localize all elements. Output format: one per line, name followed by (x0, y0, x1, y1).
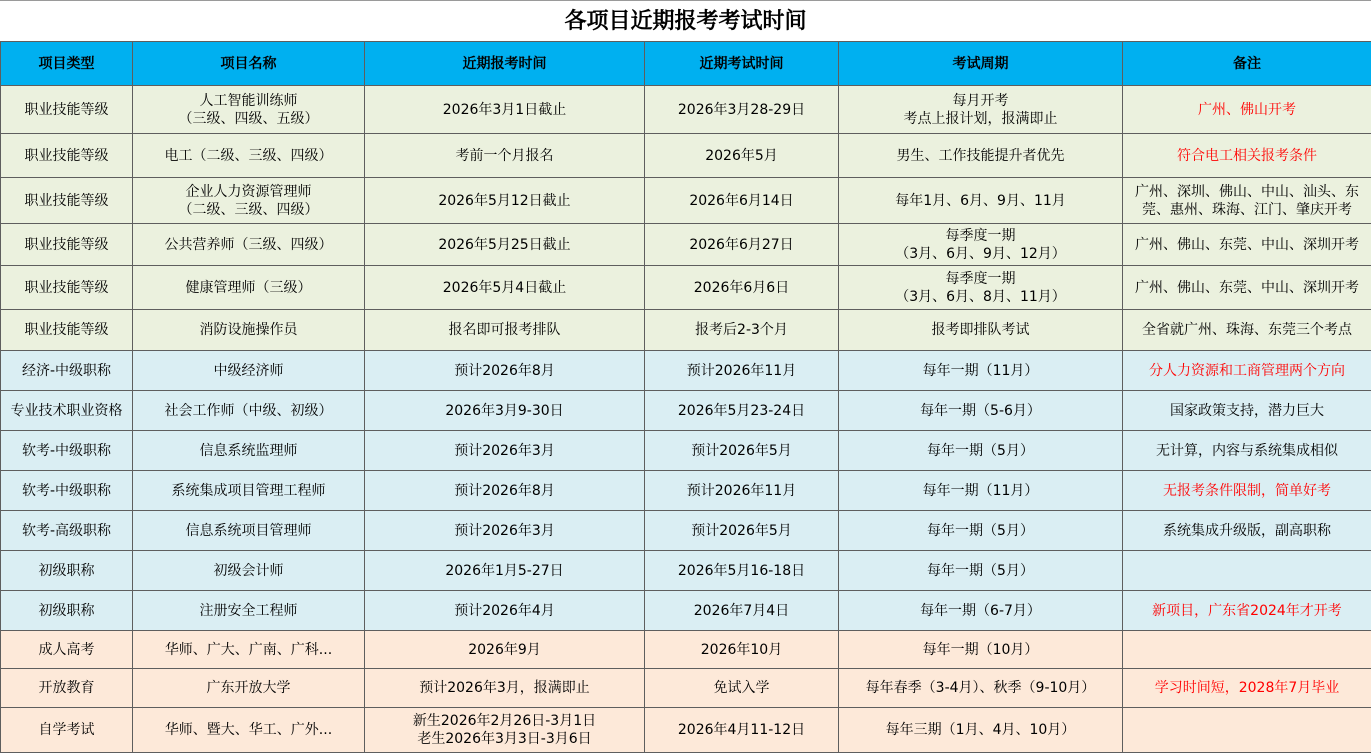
cell-name (133, 708, 365, 753)
cell-type: 职业技能等级 (1, 134, 133, 178)
cell-note (1123, 551, 1371, 591)
cell-cycle (839, 591, 1123, 631)
header-row (1, 42, 1371, 86)
cell-note-line: 新项目，广东省2024年才开考 (1125, 602, 1369, 620)
cell-exam: 2026年7月4日 (645, 591, 839, 631)
cell-cycle-line: 每季度一期 (841, 270, 1120, 288)
cell-exam: 预计2026年5月 (645, 431, 839, 471)
cell-name-line: （二级、三级、四级） (135, 201, 362, 219)
cell-cycle (839, 351, 1123, 391)
cell-registration (365, 511, 645, 551)
cell-registration (365, 471, 645, 511)
cell-cycle (839, 669, 1123, 708)
cell-name (133, 471, 365, 511)
cell-exam: 预计2026年11月 (645, 351, 839, 391)
header-note: 备注 (1123, 42, 1371, 86)
cell-registration-line: 老生2026年3月3日-3月6日 (367, 730, 642, 748)
cell-cycle (839, 224, 1123, 266)
cell-exam: 预计2026年5月 (645, 511, 839, 551)
table-row (1, 86, 1371, 134)
cell-note (1123, 708, 1371, 753)
cell-name (133, 631, 365, 669)
cell-note (1123, 134, 1371, 178)
cell-note (1123, 431, 1371, 471)
table-row (1, 310, 1371, 351)
cell-cycle-line: 每年一期（5-6月） (841, 402, 1120, 420)
cell-type: 初级职称 (1, 591, 133, 631)
cell-name (133, 431, 365, 471)
cell-name (133, 351, 365, 391)
cell-name-line: 初级会计师 (135, 562, 362, 580)
cell-name-line: 公共营养师（三级、四级） (135, 236, 362, 254)
header-registration: 近期报考时间 (365, 42, 645, 86)
cell-name-line: 社会工作师（中级、初级） (135, 402, 362, 420)
cell-name-line: 华师、暨大、华工、广外... (135, 721, 362, 739)
table-row (1, 224, 1371, 266)
cell-note-line: 符合电工相关报考条件 (1125, 147, 1369, 165)
cell-note (1123, 178, 1371, 224)
cell-type: 自学考试 (1, 708, 133, 753)
cell-name (133, 511, 365, 551)
cell-exam: 2026年6月6日 (645, 266, 839, 310)
cell-name (133, 391, 365, 431)
cell-cycle-line: 每年三期（1月、4月、10月） (841, 721, 1120, 739)
cell-name (133, 310, 365, 351)
table-row (1, 178, 1371, 224)
cell-registration (365, 631, 645, 669)
cell-name-line: 企业人力资源管理师 (135, 183, 362, 201)
cell-note (1123, 591, 1371, 631)
cell-name-line: 注册安全工程师 (135, 602, 362, 620)
cell-registration (365, 669, 645, 708)
cell-note (1123, 471, 1371, 511)
cell-registration-line: 2026年5月12日截止 (367, 192, 642, 210)
page-title: 各项目近期报考考试时间 (0, 0, 1371, 41)
cell-type: 成人高考 (1, 631, 133, 669)
cell-type: 专业技术职业资格 (1, 391, 133, 431)
cell-exam: 免试入学 (645, 669, 839, 708)
table-row (1, 351, 1371, 391)
cell-note-line: 系统集成升级版，副高职称 (1125, 522, 1369, 540)
header-type: 项目类型 (1, 42, 133, 86)
cell-note-line: 无报考条件限制，简单好考 (1125, 482, 1369, 500)
cell-cycle-line: 每年一期（6-7月） (841, 602, 1120, 620)
cell-cycle (839, 266, 1123, 310)
cell-name-line: 电工（二级、三级、四级） (135, 147, 362, 165)
cell-cycle-line: 每年一期（10月） (841, 641, 1120, 659)
cell-name-line: （三级、四级、五级） (135, 110, 362, 128)
cell-note-line: 分人力资源和工商管理两个方向 (1125, 362, 1369, 380)
cell-cycle (839, 310, 1123, 351)
cell-type: 职业技能等级 (1, 266, 133, 310)
cell-type: 软考-高级职称 (1, 511, 133, 551)
cell-registration-line: 2026年5月4日截止 (367, 279, 642, 297)
cell-registration-line: 预计2026年4月 (367, 602, 642, 620)
cell-registration (365, 224, 645, 266)
cell-type: 软考-中级职称 (1, 471, 133, 511)
cell-note-line: 莞、惠州、珠海、江门、肇庆开考 (1125, 201, 1369, 219)
table-row (1, 669, 1371, 708)
cell-cycle-line: 每年一期（5月） (841, 562, 1120, 580)
cell-cycle (839, 511, 1123, 551)
cell-note-line: 学习时间短，2028年7月毕业 (1125, 679, 1369, 697)
cell-registration (365, 591, 645, 631)
table-body (1, 86, 1371, 753)
cell-registration-line: 2026年3月1日截止 (367, 101, 642, 119)
table-row (1, 134, 1371, 178)
table-row (1, 591, 1371, 631)
cell-registration-line: 预计2026年8月 (367, 362, 642, 380)
cell-registration-line: 报名即可报考排队 (367, 321, 642, 339)
cell-registration (365, 134, 645, 178)
cell-note-line: 广州、佛山、东莞、中山、深圳开考 (1125, 236, 1369, 254)
cell-registration-line: 预计2026年8月 (367, 482, 642, 500)
cell-registration-line: 考前一个月报名 (367, 147, 642, 165)
cell-registration (365, 178, 645, 224)
cell-cycle-line: 每年一期（11月） (841, 482, 1120, 500)
cell-registration (365, 551, 645, 591)
cell-note-line: 国家政策支持，潜力巨大 (1125, 402, 1369, 420)
cell-type: 开放教育 (1, 669, 133, 708)
cell-cycle (839, 631, 1123, 669)
cell-note (1123, 669, 1371, 708)
table-row (1, 708, 1371, 753)
table-row (1, 266, 1371, 310)
cell-name (133, 178, 365, 224)
cell-name-line: 系统集成项目管理工程师 (135, 482, 362, 500)
cell-cycle-line: 每年1月、6月、9月、11月 (841, 192, 1120, 210)
cell-registration (365, 310, 645, 351)
cell-exam: 2026年5月 (645, 134, 839, 178)
cell-cycle (839, 431, 1123, 471)
cell-exam: 2026年5月16-18日 (645, 551, 839, 591)
table-row (1, 431, 1371, 471)
cell-registration (365, 708, 645, 753)
cell-cycle-line: 报考即排队考试 (841, 321, 1120, 339)
cell-note-line: 无计算，内容与系统集成相似 (1125, 442, 1369, 460)
cell-note-line: 广州、佛山、东莞、中山、深圳开考 (1125, 279, 1369, 297)
table-row (1, 631, 1371, 669)
cell-type: 初级职称 (1, 551, 133, 591)
cell-name-line: 信息系统项目管理师 (135, 522, 362, 540)
cell-registration (365, 86, 645, 134)
cell-name-line: 健康管理师（三级） (135, 279, 362, 297)
cell-type: 职业技能等级 (1, 310, 133, 351)
cell-cycle (839, 551, 1123, 591)
cell-name-line: 华师、广大、广南、广科... (135, 641, 362, 659)
cell-registration-line: 2026年3月9-30日 (367, 402, 642, 420)
cell-note (1123, 511, 1371, 551)
cell-note-line: 全省就广州、珠海、东莞三个考点 (1125, 321, 1369, 339)
header-name: 项目名称 (133, 42, 365, 86)
header-exam: 近期考试时间 (645, 42, 839, 86)
cell-note (1123, 391, 1371, 431)
header-cycle: 考试周期 (839, 42, 1123, 86)
cell-name (133, 224, 365, 266)
cell-note (1123, 631, 1371, 669)
cell-exam: 2026年6月27日 (645, 224, 839, 266)
cell-registration-line: 预计2026年3月 (367, 442, 642, 460)
cell-registration-line: 预计2026年3月 (367, 522, 642, 540)
cell-name (133, 669, 365, 708)
cell-name (133, 134, 365, 178)
cell-registration-line: 2026年9月 (367, 641, 642, 659)
table-row (1, 471, 1371, 511)
cell-exam: 2026年4月11-12日 (645, 708, 839, 753)
cell-registration-line: 2026年5月25日截止 (367, 236, 642, 254)
cell-note-line: 广州、佛山开考 (1125, 101, 1369, 119)
cell-cycle (839, 86, 1123, 134)
cell-name (133, 86, 365, 134)
table-row (1, 511, 1371, 551)
cell-name-line: 消防设施操作员 (135, 321, 362, 339)
cell-exam: 预计2026年11月 (645, 471, 839, 511)
cell-cycle (839, 178, 1123, 224)
cell-exam: 2026年6月14日 (645, 178, 839, 224)
cell-name (133, 266, 365, 310)
cell-name (133, 551, 365, 591)
cell-type: 职业技能等级 (1, 178, 133, 224)
cell-cycle-line: 每季度一期 (841, 227, 1120, 245)
cell-type: 软考-中级职称 (1, 431, 133, 471)
cell-exam: 2026年3月28-29日 (645, 86, 839, 134)
cell-registration (365, 351, 645, 391)
cell-registration-line: 2026年1月5-27日 (367, 562, 642, 580)
cell-cycle (839, 134, 1123, 178)
cell-registration-line: 预计2026年3月，报满即止 (367, 679, 642, 697)
cell-registration (365, 391, 645, 431)
cell-name-line: 中级经济师 (135, 362, 362, 380)
cell-exam: 2026年10月 (645, 631, 839, 669)
exam-schedule-table (0, 41, 1371, 753)
cell-exam: 报考后2-3个月 (645, 310, 839, 351)
cell-registration (365, 266, 645, 310)
cell-cycle (839, 391, 1123, 431)
cell-cycle-line: （3月、6月、8月、11月） (841, 288, 1120, 306)
cell-cycle (839, 471, 1123, 511)
cell-name-line: 人工智能训练师 (135, 92, 362, 110)
cell-note-line: 广州、深圳、佛山、中山、汕头、东 (1125, 183, 1369, 201)
cell-name-line: 广东开放大学 (135, 679, 362, 697)
cell-type: 职业技能等级 (1, 224, 133, 266)
cell-cycle-line: 每年春季（3-4月）、秋季（9-10月） (841, 679, 1120, 697)
cell-registration (365, 431, 645, 471)
cell-cycle-line: （3月、6月、9月、12月） (841, 245, 1120, 263)
cell-note (1123, 224, 1371, 266)
cell-note (1123, 266, 1371, 310)
cell-cycle-line: 考点上报计划，报满即止 (841, 110, 1120, 128)
cell-name (133, 591, 365, 631)
cell-exam: 2026年5月23-24日 (645, 391, 839, 431)
cell-type: 经济-中级职称 (1, 351, 133, 391)
cell-cycle-line: 男生、工作技能提升者优先 (841, 147, 1120, 165)
cell-note (1123, 310, 1371, 351)
cell-registration-line: 新生2026年2月26日-3月1日 (367, 712, 642, 730)
cell-cycle-line: 每年一期（5月） (841, 442, 1120, 460)
table-row (1, 391, 1371, 431)
cell-note (1123, 351, 1371, 391)
cell-note (1123, 86, 1371, 134)
cell-cycle-line: 每年一期（5月） (841, 522, 1120, 540)
cell-cycle-line: 每年一期（11月） (841, 362, 1120, 380)
table-row (1, 551, 1371, 591)
cell-name-line: 信息系统监理师 (135, 442, 362, 460)
cell-type: 职业技能等级 (1, 86, 133, 134)
cell-cycle-line: 每月开考 (841, 92, 1120, 110)
cell-cycle (839, 708, 1123, 753)
